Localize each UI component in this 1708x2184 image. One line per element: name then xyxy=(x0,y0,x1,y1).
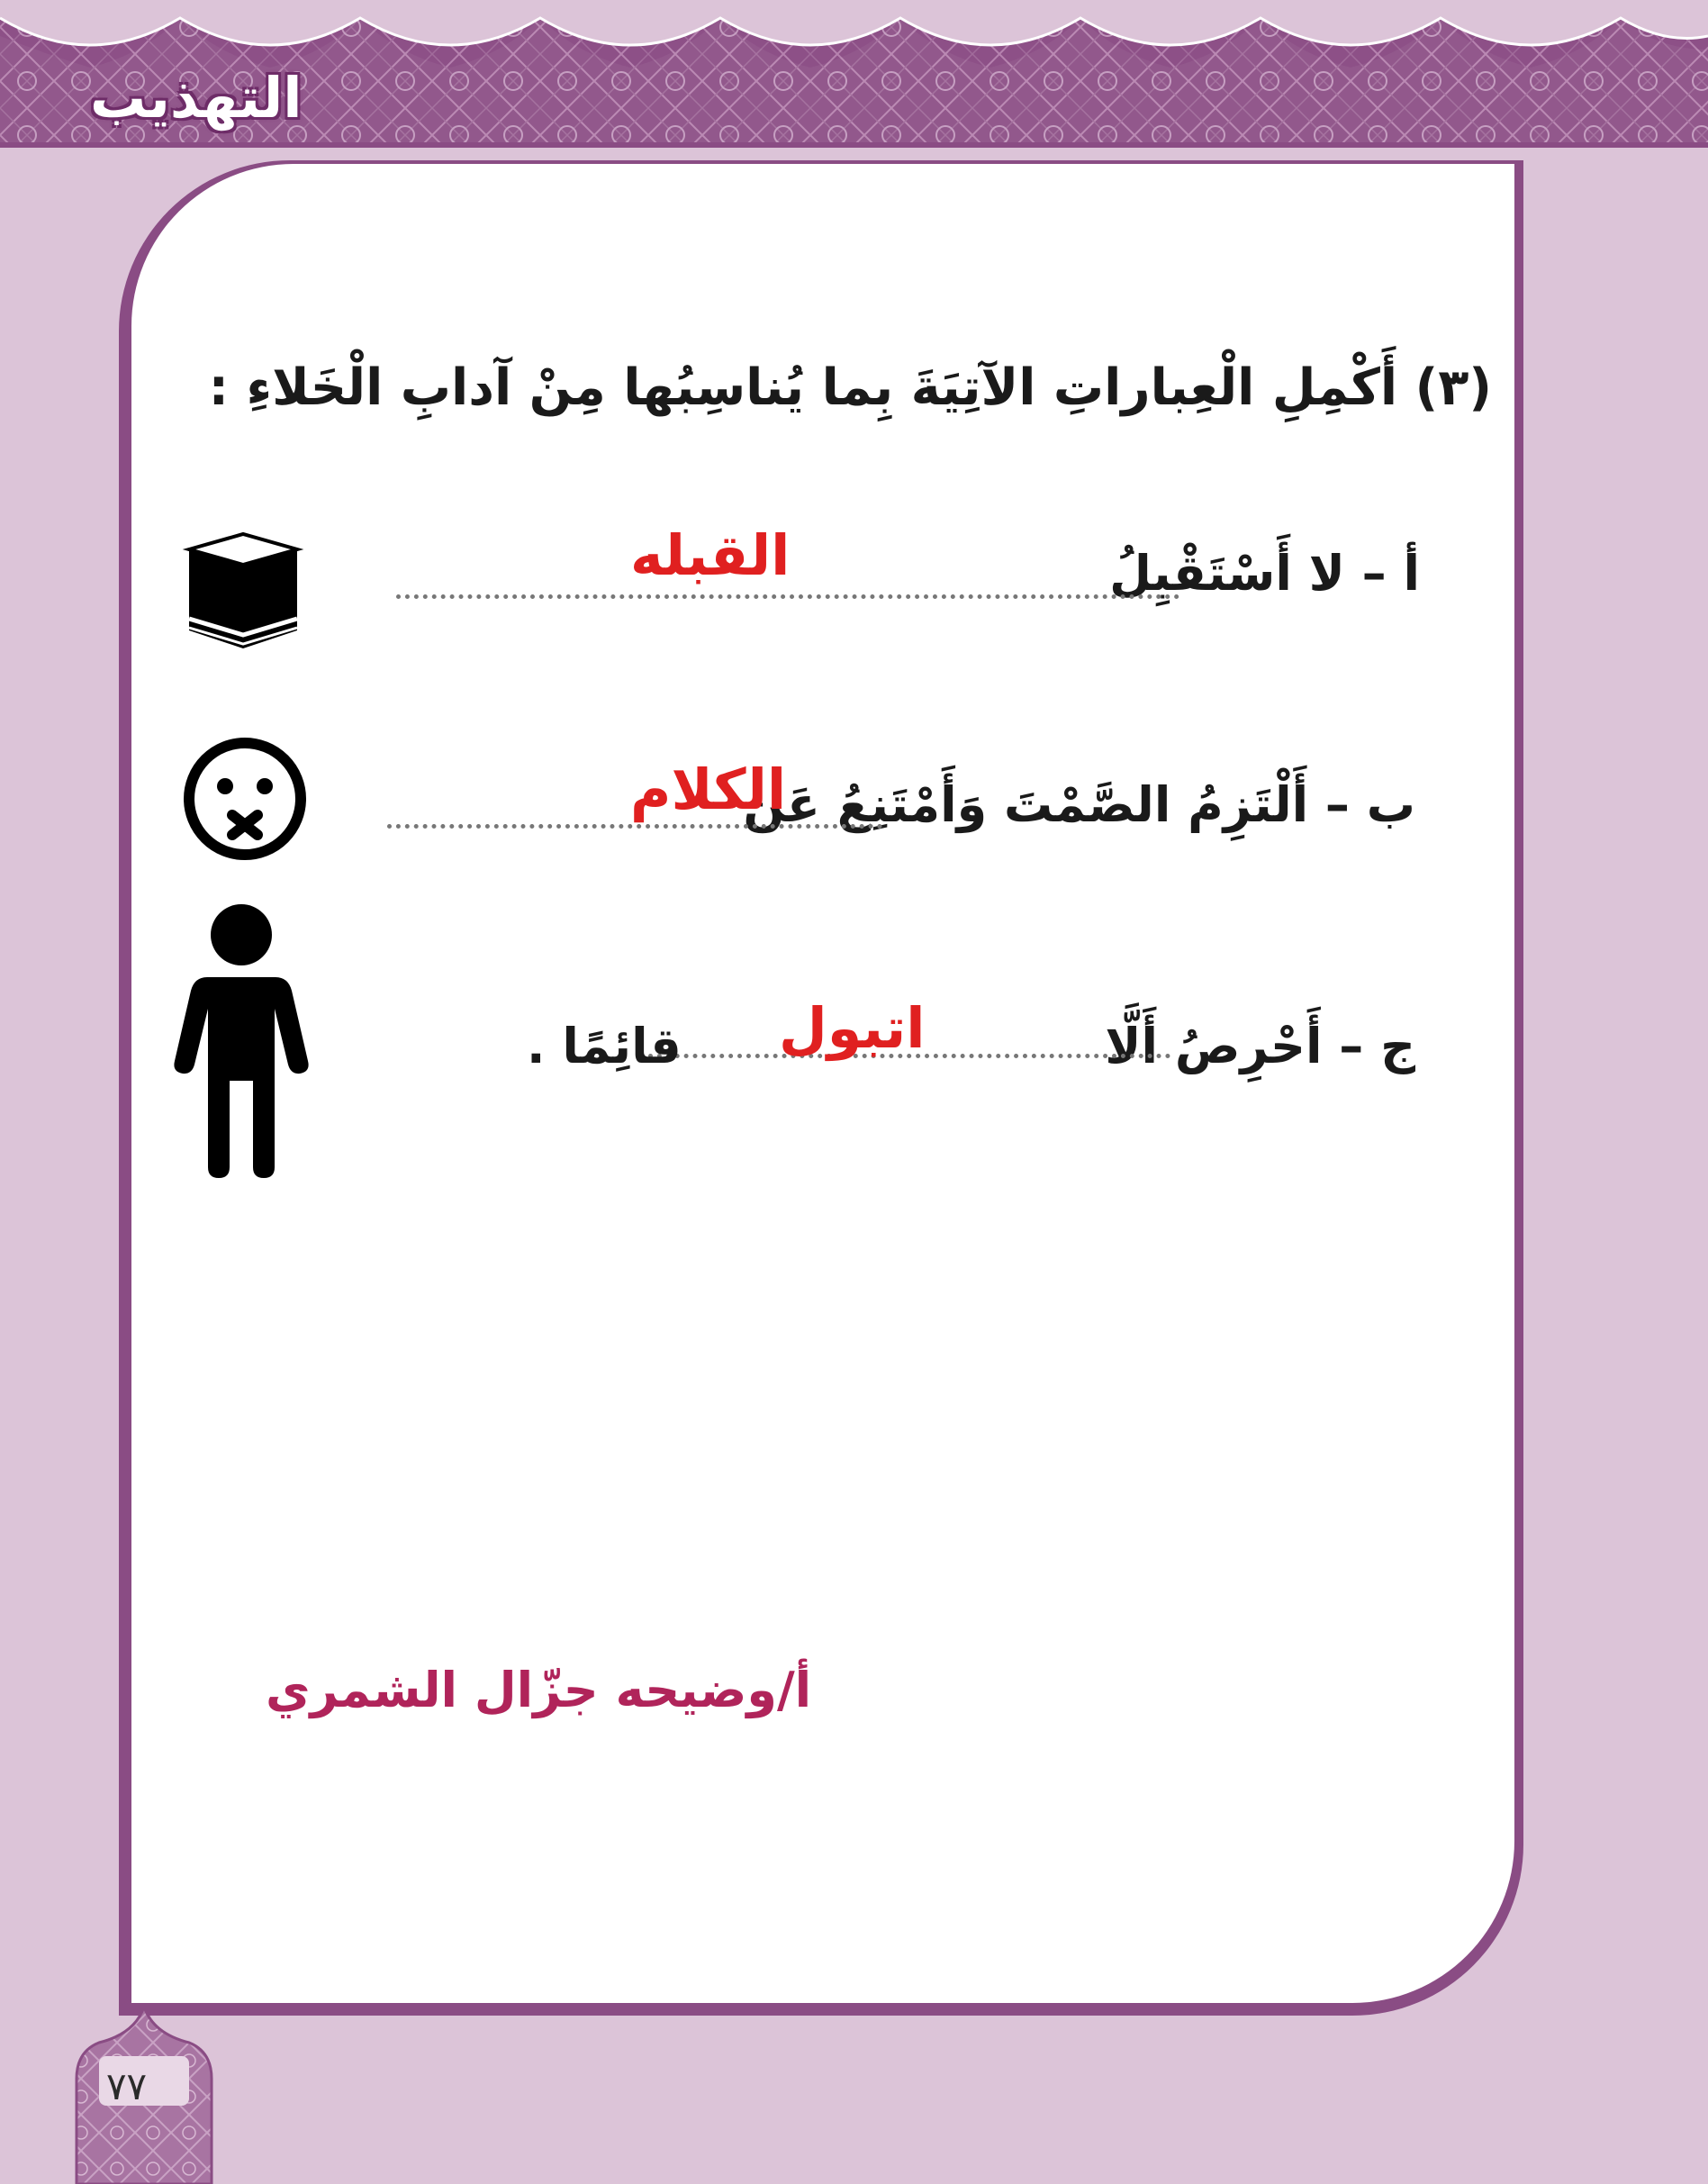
item-c-answer: اتبول xyxy=(779,995,926,1061)
question-heading xyxy=(209,358,1492,417)
item-b-prefix: ب – أَلْتَزِمُ الصَّمْتَ وَأَمْتَنِعُ عَن xyxy=(743,776,1415,833)
item-b-answer: الكلام xyxy=(630,757,787,822)
item-c-suffix: قائِمًا . xyxy=(527,1018,682,1074)
mute-face-icon xyxy=(180,734,311,865)
question-text: أَكْمِلِ الْعِباراتِ الآتِيَةَ بِما يُناسِبُها مِنْ آدابِ الْخَلاءِ : xyxy=(208,358,1398,417)
item-c-sentence xyxy=(1105,1018,1415,1074)
item-c-prefix: ج – أَحْرِصُ أَلَّا xyxy=(1105,1018,1415,1074)
author-name: أ/وضيحه جزّال الشمري xyxy=(266,1662,812,1718)
page-number: ٧٧ xyxy=(106,2064,148,2108)
kaaba-icon xyxy=(176,527,311,653)
question-number: (٣) xyxy=(1414,358,1492,417)
subject-title: التهذيب xyxy=(90,65,303,131)
item-a-prefix: أ – لا أَسْتَقْبِلُ xyxy=(1109,545,1420,602)
item-a-answer: القبله xyxy=(630,522,791,588)
standing-person-icon xyxy=(171,901,311,1180)
item-b-blank[interactable] xyxy=(387,824,882,829)
worksheet-panel xyxy=(131,164,1514,2003)
item-a-blank[interactable] xyxy=(396,594,1179,599)
